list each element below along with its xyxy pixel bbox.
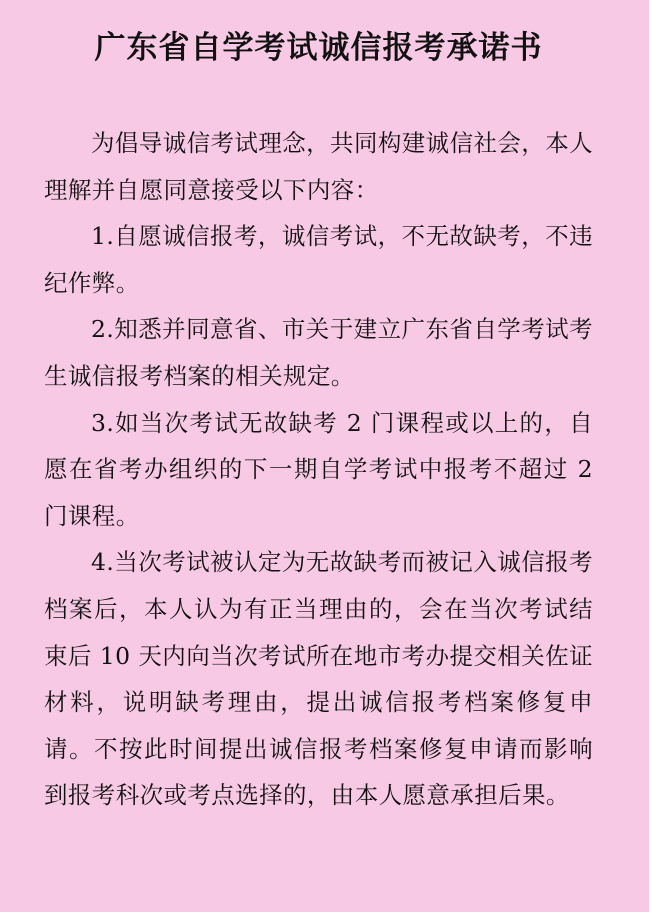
clause-3-paragraph: 3.如当次考试无故缺考 2 门课程或以上的，自愿在省考办组织的下一期自学考试中报考不超过 2 门课程。 [44, 408, 593, 530]
document-body [44, 120, 593, 819]
clause-2-paragraph: 2.知悉并同意省、市关于建立广东省自学考试考生诚信报考档案的相关规定。 [44, 315, 593, 390]
document-title: 广东省自学考试诚信报考承诺书 [94, 30, 543, 66]
clause-1-paragraph: 1.自愿诚信报考，诚信考试，不无故缺考，不违纪作弊。 [44, 222, 593, 297]
clause-4-paragraph: 4.当次考试被认定为无故缺考而被记入诚信报考档案后，本人认为有正当理由的，会在当次考试结束后 10 天内向当次考试所在地市考办提交相关佐证材料，说明缺考理由，提出诚信报考档案修复申请。不按此时间提出诚信报考档案修复申请而影响到报考科次或考点选择的，由本人愿意承担后果。 [44, 548, 593, 810]
intro-paragraph: 为倡导诚信考试理念，共同构建诚信社会，本人理解并自愿同意接受以下内容： [44, 129, 593, 204]
